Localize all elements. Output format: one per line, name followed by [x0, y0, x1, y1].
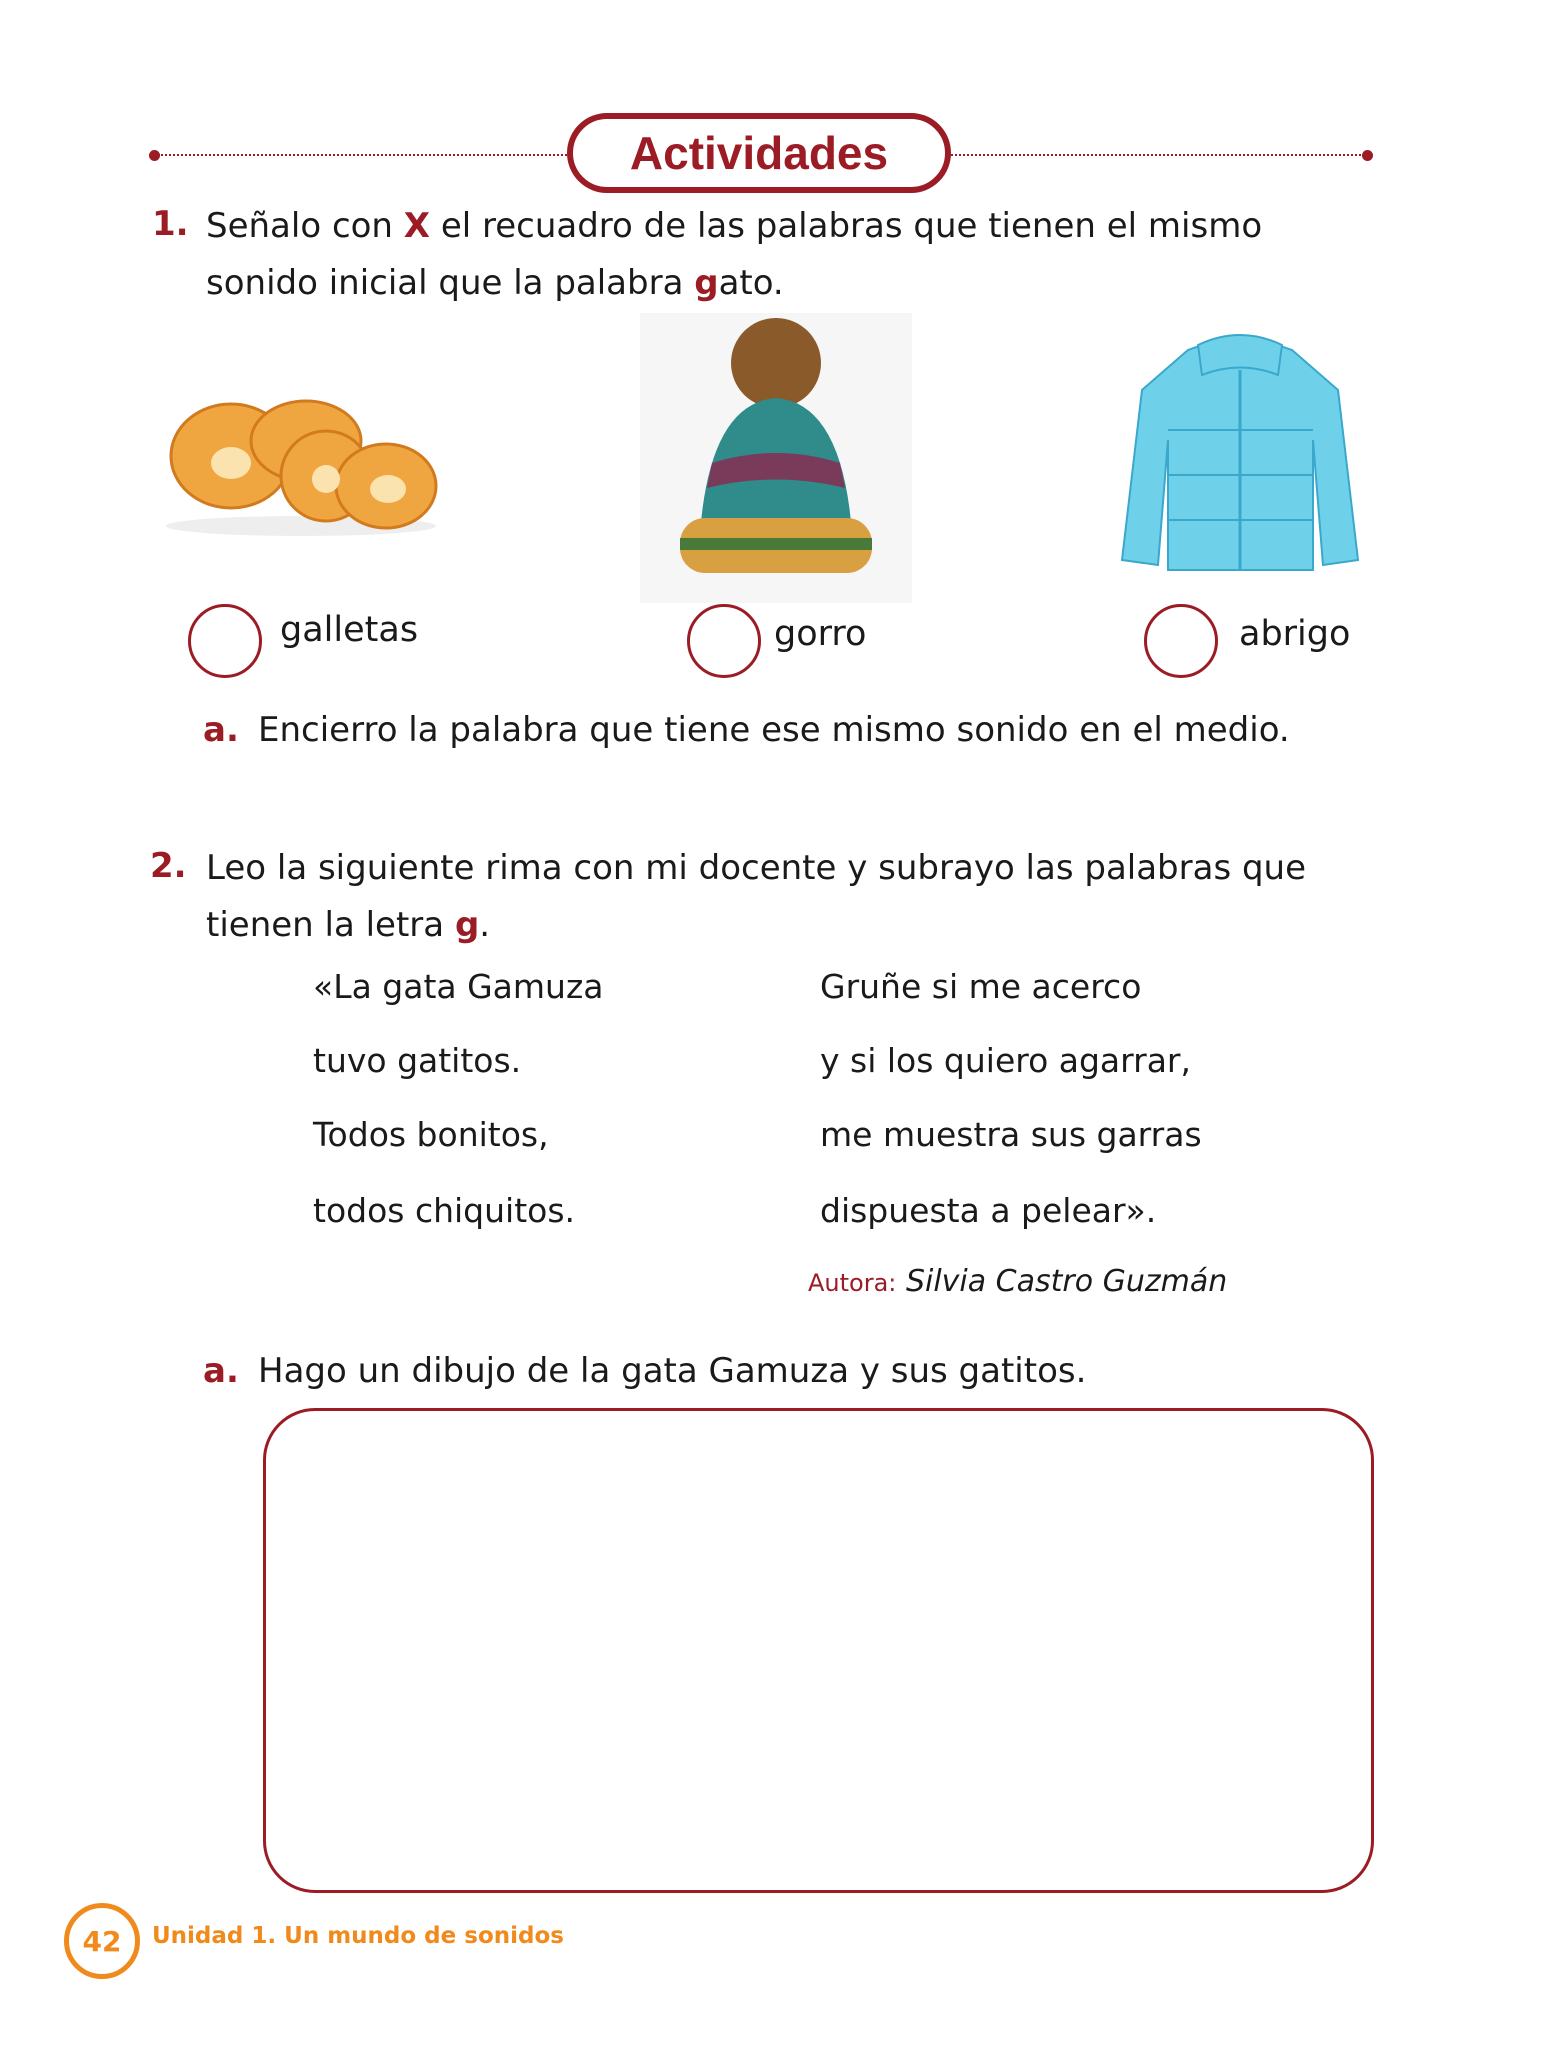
- question-number: 2.: [150, 846, 187, 886]
- rule-dot: [1362, 150, 1373, 161]
- knit-hat-image: [640, 313, 912, 603]
- poem-line: me muestra sus garras: [820, 1115, 1202, 1154]
- text: Leo la siguiente rima con mi docente y subrayo las palabras que: [206, 848, 1307, 888]
- header-rule-right: [951, 154, 1365, 156]
- question-number: 1.: [152, 204, 189, 244]
- text: el recuadro de las palabras que tienen el mismo: [430, 206, 1263, 246]
- poem-line: tuvo gatitos.: [313, 1041, 522, 1080]
- drawing-area[interactable]: [263, 1408, 1374, 1893]
- option-label-gorro: gorro: [774, 614, 867, 654]
- poem-line: Todos bonitos,: [313, 1115, 549, 1154]
- poem-line: todos chiquitos.: [313, 1191, 576, 1230]
- unit-title: Unidad 1. Un mundo de sonidos: [152, 1923, 564, 1949]
- text: sonido inicial que la palabra: [206, 263, 695, 303]
- poem-line: Gruñe si me acerco: [820, 967, 1142, 1006]
- puffer-jacket-image: [1118, 330, 1362, 575]
- option-label-galletas: galletas: [280, 610, 419, 650]
- cookies-image: [156, 391, 446, 541]
- poem-author: [808, 1264, 1227, 1299]
- letter-g: g: [694, 263, 719, 303]
- rule-dot: [149, 150, 160, 161]
- poem-line: dispuesta a pelear».: [820, 1191, 1157, 1230]
- checkbox-galletas[interactable]: [188, 604, 262, 678]
- header-rule-left: [158, 154, 567, 156]
- subquestion-2a-text: Hago un dibujo de la gata Gamuza y sus gatitos.: [258, 1351, 1087, 1391]
- checkbox-gorro[interactable]: [687, 604, 761, 678]
- poem-line: «La gata Gamuza: [313, 967, 604, 1006]
- question-2-text: [206, 840, 1406, 954]
- subquestion-1a-text: Encierro la palabra que tiene ese mismo sonido en el medio.: [258, 710, 1290, 750]
- x-mark: X: [403, 206, 431, 246]
- poem-line: y si los quiero agarrar,: [820, 1041, 1191, 1080]
- checkbox-abrigo[interactable]: [1144, 604, 1218, 678]
- subquestion-letter: a.: [203, 710, 239, 750]
- text: .: [479, 905, 491, 945]
- author-label: Autora:: [808, 1269, 897, 1297]
- author-name: Silvia Castro Guzmán: [905, 1264, 1228, 1299]
- section-title: Actividades: [567, 113, 951, 193]
- page-number: 42: [64, 1903, 140, 1979]
- subquestion-letter: a.: [203, 1351, 239, 1391]
- text: Señalo con: [206, 206, 404, 246]
- text: tienen la letra: [206, 905, 455, 945]
- text: ato.: [718, 263, 784, 303]
- question-1-text: [206, 198, 1406, 312]
- letter-g: g: [454, 905, 480, 945]
- option-label-abrigo: abrigo: [1239, 614, 1351, 654]
